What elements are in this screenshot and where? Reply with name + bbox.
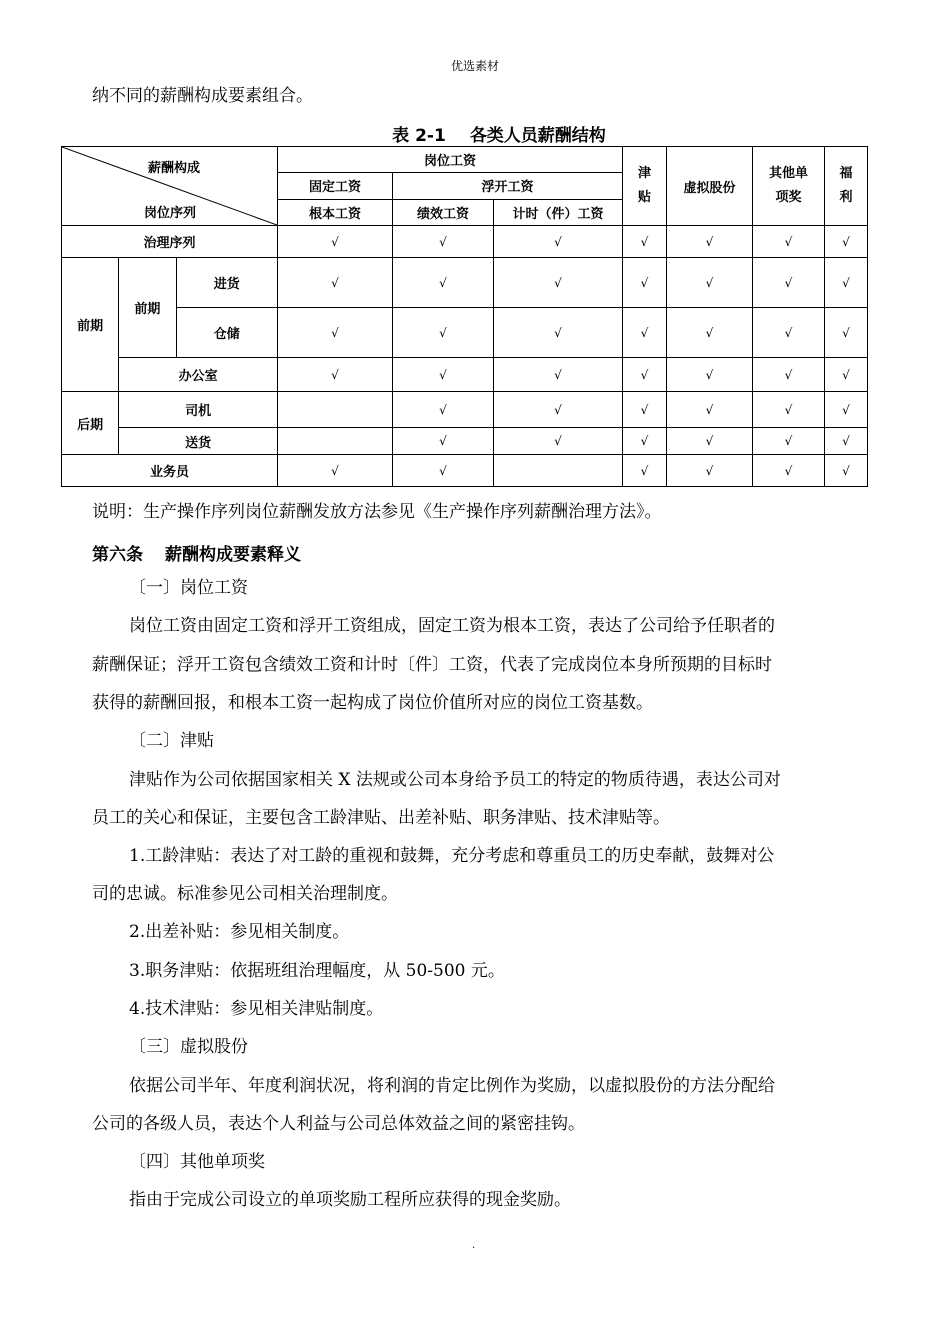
check-cell: √ bbox=[753, 428, 825, 455]
check-cell: √ bbox=[623, 455, 667, 487]
list-item: 2.出差补贴：参见相关制度。 bbox=[129, 922, 350, 942]
check-cell: √ bbox=[278, 226, 393, 258]
table-row bbox=[62, 392, 868, 428]
check-cell: √ bbox=[278, 308, 393, 358]
check-cell: √ bbox=[623, 258, 667, 308]
corner-top-label: 薪酬构成 bbox=[148, 161, 201, 176]
header-virtual-shares: 虚拟股份 bbox=[667, 147, 753, 226]
subheading-1: 〔一〕岗位工资 bbox=[129, 578, 248, 598]
list-item: 1.工龄津贴：表达了对工龄的重视和鼓舞，充分考虑和尊重员工的历史奉献，鼓舞对公 bbox=[129, 846, 775, 866]
paragraph-line: 津贴作为公司依据国家相关 X 法规或公司本身给予员工的特定的物质待遇，表达公司对 bbox=[129, 770, 781, 790]
row-label-office: 办公室 bbox=[119, 358, 278, 392]
paragraph-line: 薪酬保证；浮开工资包含绩效工资和计时〔件〕工资，代表了完成岗位本身所预期的目标时 bbox=[92, 655, 772, 675]
check-cell: √ bbox=[753, 226, 825, 258]
check-cell: √ bbox=[623, 428, 667, 455]
paragraph-line: 员工的关心和保证，主要包含工龄津贴、出差补贴、职务津贴、技术津贴等。 bbox=[92, 808, 670, 828]
section-heading bbox=[92, 540, 301, 565]
table-row bbox=[62, 308, 868, 358]
section-title: 薪酬构成要素释义 bbox=[165, 545, 301, 565]
check-cell: √ bbox=[667, 428, 753, 455]
check-cell: √ bbox=[753, 258, 825, 308]
check-cell: √ bbox=[667, 392, 753, 428]
row-label-sales: 业务员 bbox=[62, 455, 278, 487]
row-label-driver: 司机 bbox=[119, 392, 278, 428]
check-cell: √ bbox=[825, 226, 868, 258]
check-cell: √ bbox=[667, 226, 753, 258]
list-item: 3.职务津贴：依据班组治理幅度，从 50-500 元。 bbox=[129, 961, 505, 981]
check-cell: √ bbox=[753, 308, 825, 358]
check-cell: √ bbox=[494, 226, 623, 258]
check-cell: √ bbox=[393, 308, 494, 358]
header-piece-salary: 计时（件）工资 bbox=[494, 199, 623, 225]
check-cell: √ bbox=[393, 428, 494, 455]
row-label-early-sub: 前期 bbox=[119, 258, 176, 358]
table-row bbox=[62, 226, 868, 258]
header-allowance: 津贴 bbox=[623, 147, 667, 226]
check-cell: √ bbox=[753, 358, 825, 392]
table-title bbox=[0, 121, 950, 146]
check-cell: √ bbox=[393, 358, 494, 392]
header-base-salary: 根本工资 bbox=[278, 199, 393, 225]
row-label-purchase: 进货 bbox=[176, 258, 278, 308]
header-post-salary: 岗位工资 bbox=[278, 147, 623, 173]
header-performance-salary: 绩效工资 bbox=[393, 199, 494, 225]
check-cell: √ bbox=[753, 392, 825, 428]
header-welfare: 福利 bbox=[825, 147, 868, 226]
check-cell: √ bbox=[667, 358, 753, 392]
header-fixed-salary: 固定工资 bbox=[278, 173, 393, 199]
salary-structure-table bbox=[61, 146, 868, 487]
check-cell: √ bbox=[393, 258, 494, 308]
check-cell: √ bbox=[825, 308, 868, 358]
row-label-storage: 仓储 bbox=[176, 308, 278, 358]
page-header: 优选素材 bbox=[450, 59, 499, 73]
row-label-late: 后期 bbox=[62, 392, 119, 455]
paragraph-line: 公司的各级人员，表达个人利益与公司总体效益之间的紧密挂钩。 bbox=[92, 1114, 585, 1134]
row-label-governance: 治理序列 bbox=[62, 226, 278, 258]
check-cell: √ bbox=[623, 392, 667, 428]
paragraph-line: 指由于完成公司设立的单项奖励工程所应获得的现金奖励。 bbox=[129, 1190, 571, 1210]
check-cell: √ bbox=[278, 455, 393, 487]
check-cell: √ bbox=[825, 358, 868, 392]
header-other-awards: 其他单项奖 bbox=[753, 147, 825, 226]
check-cell: √ bbox=[393, 392, 494, 428]
subheading-4: 〔四〕其他单项奖 bbox=[129, 1152, 265, 1172]
row-label-early: 前期 bbox=[62, 258, 119, 392]
check-cell: √ bbox=[667, 308, 753, 358]
paragraph-line: 岗位工资由固定工资和浮开工资组成，固定工资为根本工资，表达了公司给予任职者的 bbox=[129, 616, 775, 636]
check-cell: √ bbox=[494, 308, 623, 358]
table-note: 说明：生产操作序列岗位薪酬发放方法参见《生产操作序列薪酬治理方法》。 bbox=[92, 502, 662, 522]
header-floating-salary: 浮开工资 bbox=[393, 173, 623, 199]
table-row bbox=[62, 358, 868, 392]
check-cell: √ bbox=[623, 308, 667, 358]
section-number: 第六条 bbox=[92, 545, 143, 565]
check-cell: √ bbox=[825, 428, 868, 455]
row-label-delivery: 送货 bbox=[119, 428, 278, 455]
check-cell: √ bbox=[825, 392, 868, 428]
intro-line: 纳不同的薪酬构成要素组合。 bbox=[92, 86, 313, 106]
paragraph-line: 司的忠诚。标准参见公司相关治理制度。 bbox=[92, 884, 398, 904]
check-cell: √ bbox=[494, 358, 623, 392]
empty-cell bbox=[278, 392, 393, 428]
empty-cell bbox=[494, 455, 623, 487]
table-row bbox=[62, 455, 868, 487]
check-cell: √ bbox=[393, 226, 494, 258]
subheading-3: 〔三〕虚拟股份 bbox=[129, 1037, 248, 1057]
table-name: 各类人员薪酬结构 bbox=[469, 126, 606, 146]
check-cell: √ bbox=[494, 258, 623, 308]
check-cell: √ bbox=[825, 455, 868, 487]
corner-header bbox=[62, 147, 278, 226]
check-cell: √ bbox=[494, 392, 623, 428]
check-cell: √ bbox=[278, 258, 393, 308]
paragraph-line: 依据公司半年、年度利润状况，将利润的肯定比例作为奖励，以虚拟股份的方法分配给 bbox=[129, 1076, 775, 1096]
paragraph-line: 获得的薪酬回报，和根本工资一起构成了岗位价值所对应的岗位工资基数。 bbox=[92, 693, 653, 713]
footer-mark: . bbox=[472, 1240, 476, 1251]
check-cell: √ bbox=[278, 358, 393, 392]
corner-bottom-label: 岗位序列 bbox=[144, 206, 197, 221]
list-item: 4.技术津贴：参见相关津贴制度。 bbox=[129, 999, 384, 1019]
check-cell: √ bbox=[753, 455, 825, 487]
check-cell: √ bbox=[393, 455, 494, 487]
empty-cell bbox=[278, 428, 393, 455]
check-cell: √ bbox=[623, 226, 667, 258]
check-cell: √ bbox=[494, 428, 623, 455]
table-number: 表 2-1 bbox=[392, 126, 446, 146]
check-cell: √ bbox=[623, 358, 667, 392]
check-cell: √ bbox=[667, 455, 753, 487]
table-row bbox=[62, 258, 868, 308]
check-cell: √ bbox=[667, 258, 753, 308]
subheading-2: 〔二〕津贴 bbox=[129, 731, 214, 751]
table-row bbox=[62, 428, 868, 455]
check-cell: √ bbox=[825, 258, 868, 308]
